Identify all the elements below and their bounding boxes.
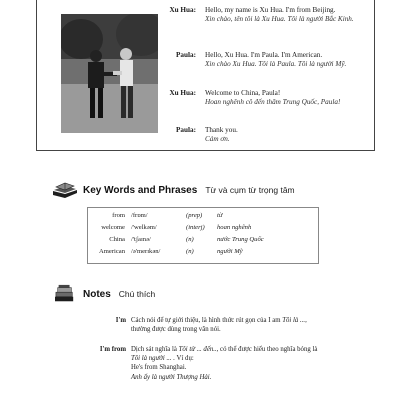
note-text: Cách nói để tự giới thiệu, là hình thức rút gọn của I am	[131, 317, 283, 324]
section-subtitle: Từ và cụm từ trọng tâm	[205, 185, 295, 195]
english-line: Thank you.	[205, 126, 238, 134]
vietnamese-line: Hoan nghênh cô đến thăm Trung Quốc, Paula!	[205, 98, 341, 106]
kw-word: welcome	[101, 224, 125, 231]
speaker-name: Paula:	[176, 51, 196, 59]
kw-ipa: /'tʃaɪnə/	[131, 236, 151, 243]
kw-meaning: nước Trung Quốc	[217, 236, 264, 243]
section-title: Notes	[83, 288, 111, 300]
kw-word: China	[109, 236, 125, 243]
kw-pos: (interj)	[186, 224, 205, 231]
notes-header	[52, 283, 155, 305]
key-words-header	[52, 179, 295, 201]
section-subtitle: Chú thích	[118, 289, 156, 299]
kw-meaning: người Mỹ	[217, 248, 243, 255]
section-title: Key Words and Phrases	[83, 184, 198, 196]
example-english: He's from Shanghai.	[131, 364, 187, 372]
table-row	[88, 210, 318, 221]
kw-pos: (n)	[186, 248, 194, 255]
kw-ipa: /'welkəm/	[131, 224, 157, 231]
kw-ipa: /frɒm/	[131, 212, 148, 219]
kw-ipa: /ə'merɪkən/	[131, 248, 161, 255]
kw-pos: (prep)	[186, 212, 203, 219]
kw-word: American	[99, 248, 125, 255]
speaker-name: Xu Hua:	[169, 89, 196, 97]
note-text-italic: Tôi từ ... đến..,	[178, 346, 221, 353]
vietnamese-line: Xin chào Xu Hua. Tôi là Paula. Tôi là người Mỹ.	[205, 60, 347, 68]
english-line: Hello, my name is Xu Hua. I'm from Beijing.	[205, 6, 336, 14]
vietnamese-line: Xin chào, tên tôi là Xu Hua. Tôi là người Bắc Kinh.	[205, 15, 354, 23]
kw-meaning: từ	[217, 212, 223, 219]
speaker-name: Paula:	[176, 126, 196, 134]
note-text-italic: Tôi là người ... .	[131, 355, 175, 363]
dialogue-photo	[61, 14, 158, 133]
note-key: I'm from	[99, 346, 126, 353]
english-line: Hello, Xu Hua. I'm Paula. I'm American.	[205, 51, 323, 59]
speaker-name: Xu Hua:	[169, 6, 196, 14]
note-text: Ví dụ:	[174, 355, 194, 363]
vietnamese-line: Cảm ơn.	[205, 135, 230, 143]
kw-pos: (n)	[186, 236, 194, 243]
english-line: Welcome to China, Paula!	[205, 89, 281, 97]
books-icon	[52, 181, 78, 199]
kw-meaning: hoan nghênh	[217, 224, 252, 231]
key-words-table	[87, 207, 319, 264]
note-text-italic: Tôi là ...,	[282, 317, 307, 324]
notes-icon	[52, 284, 78, 304]
note-key: I'm	[115, 317, 126, 324]
table-row	[88, 246, 318, 257]
kw-word: from	[112, 212, 125, 219]
table-row	[88, 222, 318, 233]
table-row	[88, 234, 318, 245]
example-vietnamese: Anh ấy là người Thượng Hải.	[131, 373, 212, 381]
note-text: thường được dùng trong văn nói.	[131, 326, 221, 334]
note-text: Dịch sát nghĩa là	[131, 346, 179, 353]
note-text: có thể được hiểu theo nghĩa bóng là	[220, 346, 318, 353]
